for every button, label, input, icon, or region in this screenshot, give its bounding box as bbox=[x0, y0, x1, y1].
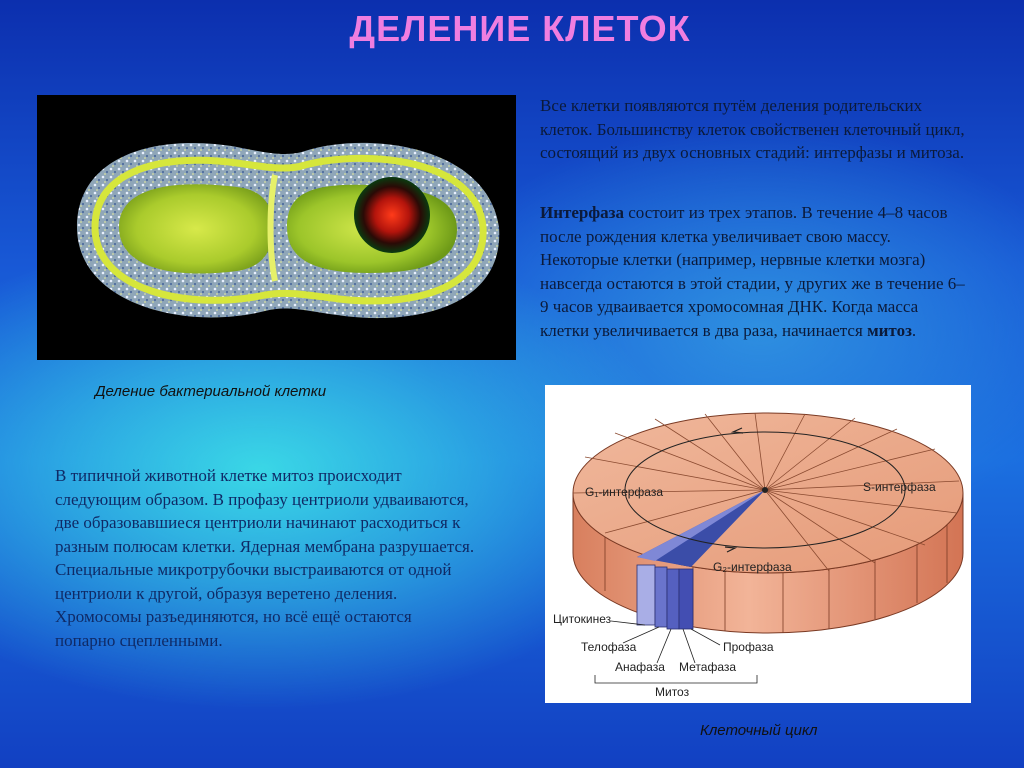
cell-cycle-diagram bbox=[545, 385, 971, 703]
telophase-label: Телофаза bbox=[581, 640, 637, 654]
g1-label: G₁-интерфаза bbox=[585, 485, 664, 499]
interphase-paragraph bbox=[540, 201, 965, 342]
interphase-end: . bbox=[911, 320, 917, 340]
bacteria-caption: Деление бактериальной клетки bbox=[95, 383, 327, 400]
mitosis-paragraph: В типичной животной клетке митоз происходит следующим образом. В профазу центриоли удваиваются, две образовавшиеся центриоли начинают расходиться к разным полюсам клетки. Ядерная мембрана разрушается. Специальные микротрубочки выстраиваются от одной центриоли к другой, образуя веретено деления. Хромосомы разъединяются, но всё ещё остаются попарно сцепленными. bbox=[55, 466, 475, 650]
prophase-label: Профаза bbox=[723, 640, 774, 654]
metaphase-label: Метафаза bbox=[679, 660, 737, 674]
g2-label: G₂-интерфаза bbox=[713, 560, 792, 574]
slide-title: ДЕЛЕНИЕ КЛЕТОК bbox=[349, 8, 691, 49]
cytokinesis-label: Цитокинез bbox=[553, 612, 612, 626]
cycle-caption: Клеточный цикл bbox=[700, 722, 818, 739]
interphase-text: состоит из трех этапов. В течение 4–8 часов после рождения клетка увеличивает свою массу. Некоторые клетки (например, нервные клетки мозга) навсегда остаются в этой стадии, у других же в течение 6–9 часов удваивается хромосомная ДНК. Когда масса клетки увеличивается в два раза, начинается bbox=[540, 203, 965, 340]
mitosis-label: Митоз bbox=[655, 685, 690, 699]
anaphase-label: Анафаза bbox=[615, 660, 665, 674]
interphase-term: Интерфаза bbox=[540, 203, 624, 222]
intro-paragraph: Все клетки появляются путём деления родительских клеток. Большинству клеток свойственен клеточный цикл, состоящий из двух основных стадий: интерфазы и митоза. bbox=[540, 96, 965, 162]
mitosis-term: митоз bbox=[867, 320, 912, 340]
s-label: S-интерфаза bbox=[863, 480, 936, 494]
bacteria-division-image bbox=[37, 95, 516, 360]
